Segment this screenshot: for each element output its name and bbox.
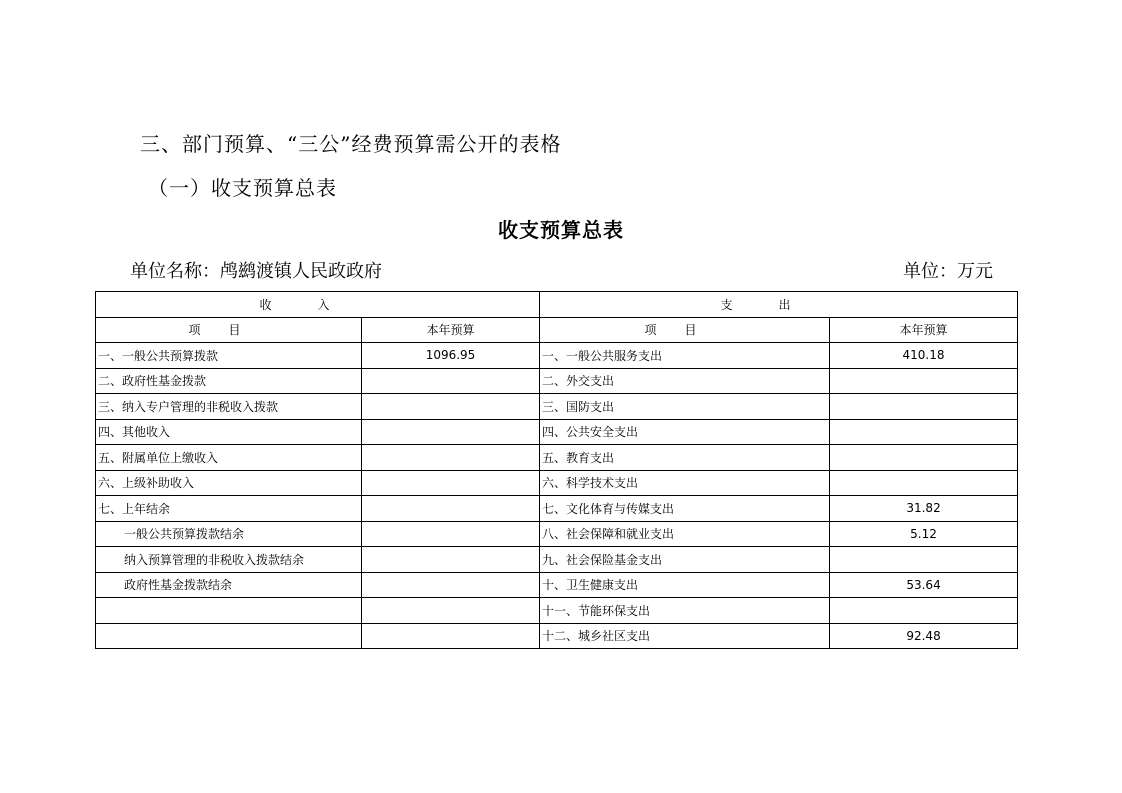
income-item xyxy=(96,598,362,624)
expense-value: 53.64 xyxy=(830,572,1018,598)
income-value: 1096.95 xyxy=(362,343,540,369)
table-row xyxy=(96,598,1018,624)
income-value xyxy=(362,419,540,445)
income-header: 收入 xyxy=(96,292,540,318)
expense-value xyxy=(830,470,1018,496)
income-item: 纳入预算管理的非税收入拨款结余 xyxy=(96,547,362,573)
table-row xyxy=(96,394,1018,420)
income-item-header: 项目 xyxy=(96,317,362,343)
income-value xyxy=(362,623,540,649)
expense-item: 五、教育支出 xyxy=(540,445,830,471)
sub-heading: （一）收支预算总表 xyxy=(148,176,337,200)
income-budget-header: 本年预算 xyxy=(362,317,540,343)
expense-item-header: 项目 xyxy=(540,317,830,343)
income-item: 一、一般公共预算拨款 xyxy=(96,343,362,369)
expense-value xyxy=(830,445,1018,471)
expense-value: 31.82 xyxy=(830,496,1018,522)
expense-item: 十二、城乡社区支出 xyxy=(540,623,830,649)
income-value xyxy=(362,394,540,420)
income-value xyxy=(362,598,540,624)
income-value xyxy=(362,368,540,394)
income-item: 四、其他收入 xyxy=(96,419,362,445)
table-header-row xyxy=(96,292,1018,318)
expense-item: 九、社会保险基金支出 xyxy=(540,547,830,573)
expense-item: 七、文化体育与传媒支出 xyxy=(540,496,830,522)
income-item: 二、政府性基金拨款 xyxy=(96,368,362,394)
income-item: 五、附属单位上缴收入 xyxy=(96,445,362,471)
income-item: 三、纳入专户管理的非税收入拨款 xyxy=(96,394,362,420)
income-item: 七、上年结余 xyxy=(96,496,362,522)
table-row xyxy=(96,623,1018,649)
expense-item: 二、外交支出 xyxy=(540,368,830,394)
table-row xyxy=(96,343,1018,369)
unit-label: 单位：万元 xyxy=(903,261,993,282)
expense-value xyxy=(830,394,1018,420)
table-row xyxy=(96,496,1018,522)
income-item: 六、上级补助收入 xyxy=(96,470,362,496)
unit-name: 单位名称：鸬鹚渡镇人民政政府 xyxy=(130,261,382,282)
expense-item: 十一、节能环保支出 xyxy=(540,598,830,624)
expense-header: 支出 xyxy=(540,292,1018,318)
expense-budget-header: 本年预算 xyxy=(830,317,1018,343)
table-subheader-row xyxy=(96,317,1018,343)
table-row xyxy=(96,547,1018,573)
expense-item: 四、公共安全支出 xyxy=(540,419,830,445)
expense-value: 92.48 xyxy=(830,623,1018,649)
table-row xyxy=(96,445,1018,471)
expense-value xyxy=(830,547,1018,573)
income-value xyxy=(362,496,540,522)
expense-value xyxy=(830,598,1018,624)
table-row xyxy=(96,470,1018,496)
section-heading: 三、部门预算、“三公”经费预算需公开的表格 xyxy=(140,132,562,156)
income-value xyxy=(362,445,540,471)
expense-value: 5.12 xyxy=(830,521,1018,547)
expense-value xyxy=(830,368,1018,394)
expense-item: 三、国防支出 xyxy=(540,394,830,420)
income-value xyxy=(362,521,540,547)
table-row xyxy=(96,419,1018,445)
expense-item: 八、社会保障和就业支出 xyxy=(540,521,830,547)
table-title: 收支预算总表 xyxy=(498,218,624,242)
income-item xyxy=(96,623,362,649)
expense-item: 十、卫生健康支出 xyxy=(540,572,830,598)
income-item: 政府性基金拨款结余 xyxy=(96,572,362,598)
table-row xyxy=(96,521,1018,547)
budget-summary-table xyxy=(95,291,1018,649)
table-row xyxy=(96,572,1018,598)
expense-value xyxy=(830,419,1018,445)
table-row xyxy=(96,368,1018,394)
income-value xyxy=(362,470,540,496)
income-value xyxy=(362,572,540,598)
income-item: 一般公共预算拨款结余 xyxy=(96,521,362,547)
expense-item: 一、一般公共服务支出 xyxy=(540,343,830,369)
expense-item: 六、科学技术支出 xyxy=(540,470,830,496)
income-value xyxy=(362,547,540,573)
expense-value: 410.18 xyxy=(830,343,1018,369)
